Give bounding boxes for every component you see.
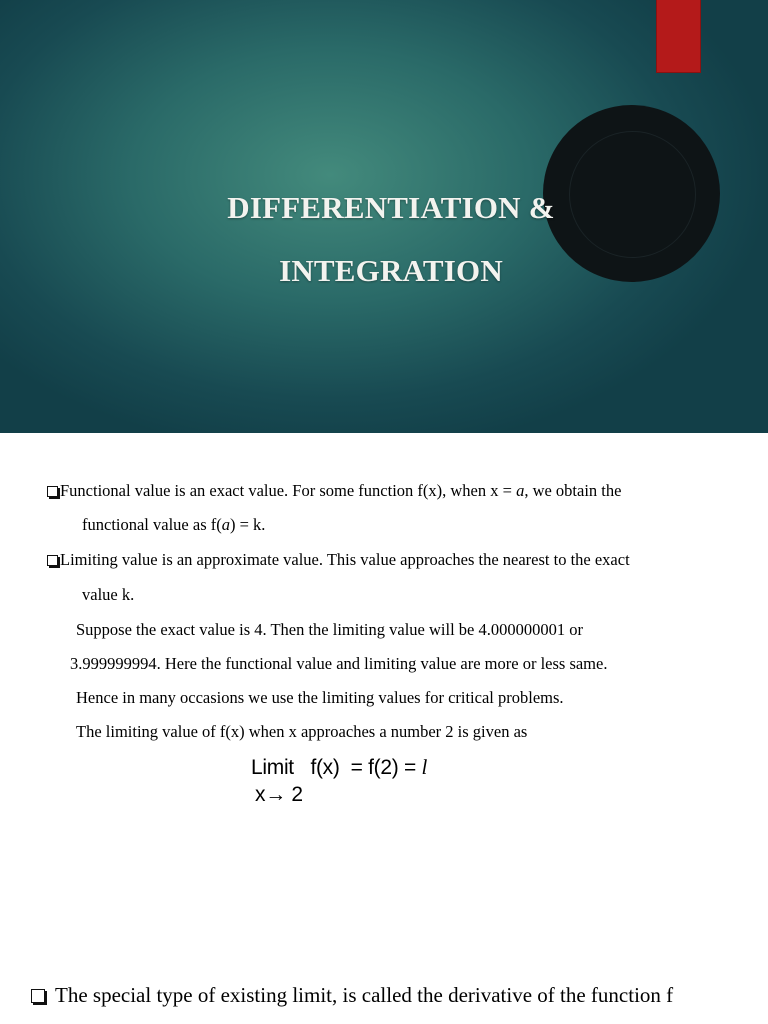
slide-title-line2: INTEGRATION — [279, 253, 503, 288]
bullet-derivative — [31, 983, 673, 1008]
checkbox-bullet-icon — [47, 486, 58, 497]
limiting-value-intro: The limiting value of f(x) when x approaches a number 2 is given as — [76, 722, 528, 741]
text: The special type of existing limit, is called the derivative of the function f — [55, 983, 674, 1007]
title-slide — [0, 0, 768, 433]
formula-variable-l: l — [421, 755, 428, 779]
text: , we obtain the — [524, 481, 622, 500]
limiting-value-continued: value k. — [82, 585, 135, 604]
suppose-paragraph-line1: Suppose the exact value is 4. Then the limiting value will be 4.000000001 or — [76, 620, 583, 639]
text: Functional value is an exact value. For some function f(x), when x = — [60, 481, 517, 500]
formula-text: Limit f(x) = f(2) = — [251, 756, 422, 779]
variable-a: a — [516, 481, 525, 500]
hence-paragraph: Hence in many occasions we use the limiting values for critical problems. — [76, 688, 564, 707]
text: Limiting value is an approximate value. This value approaches the nearest to the exact — [60, 550, 630, 569]
text: ) = k. — [229, 515, 266, 534]
functional-value-continued — [82, 515, 265, 535]
checkbox-bullet-icon — [31, 989, 45, 1003]
variable-a: a — [221, 515, 230, 534]
suppose-paragraph-line2: 3.999999994. Here the functional value and limiting value are more or less same. — [70, 654, 608, 673]
slide-title-line1: DIFFERENTIATION & — [227, 190, 555, 225]
checkbox-bullet-icon — [47, 555, 58, 566]
bullet-limiting-value — [47, 550, 630, 570]
document-page — [0, 433, 768, 1024]
limit-subscript: x→ 2 — [255, 783, 303, 806]
accent-bar — [657, 0, 700, 72]
limit-formula — [251, 755, 427, 780]
bullet-functional-value — [47, 481, 621, 501]
text: functional value as f( — [82, 515, 222, 534]
